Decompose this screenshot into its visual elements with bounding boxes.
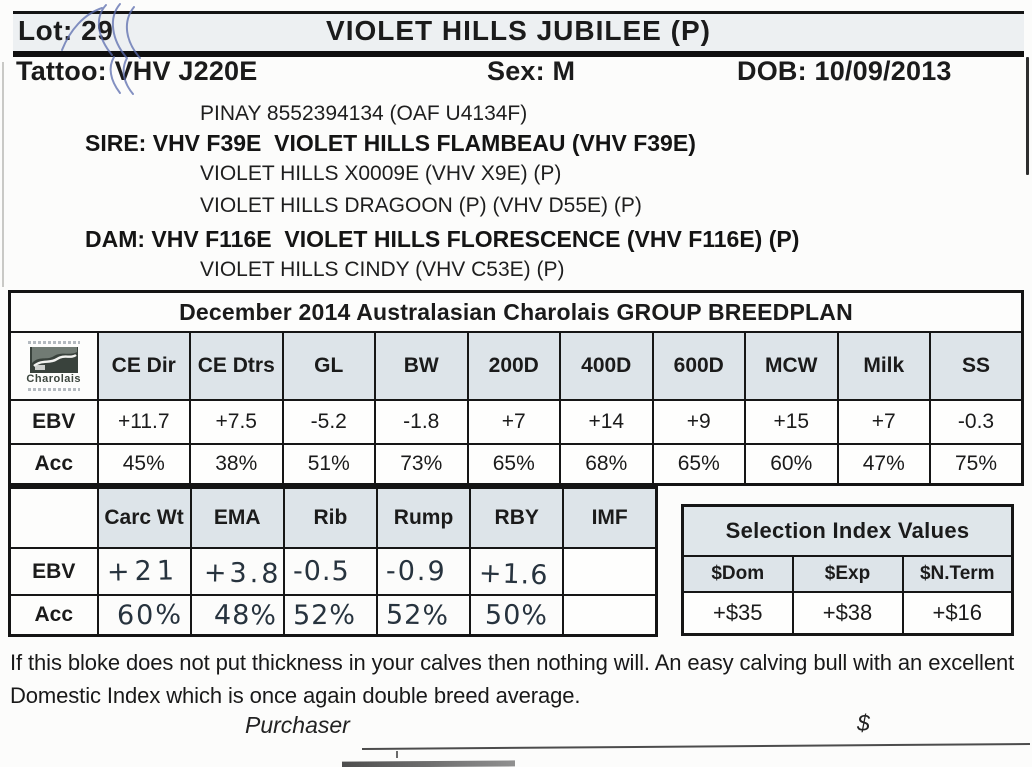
carcase-acc-handwritten: 52% [377, 595, 470, 636]
ebv-row-label: EBV [10, 548, 98, 595]
selection-index-header: $Exp [793, 556, 903, 592]
acc-value-cell: 60% [745, 444, 838, 485]
ebv-value-cell: +7 [838, 400, 931, 444]
purchaser-signature-line [362, 743, 1030, 750]
carcase-ebv-handwritten: -0.5 [284, 548, 377, 595]
sale-comment: If this bloke does not put thickness in your calves then nothing will. An easy calving bull with an excellent Domestic Index which is once again double breed average. [10, 650, 1015, 708]
carcase-header-cell: Carc Wt [98, 488, 191, 549]
lot-number: Lot: 29 [18, 15, 114, 46]
carcase-acc-handwritten: 52% [284, 595, 377, 636]
ebv-header-cell: MCW [745, 332, 838, 400]
ebv-value-cell: -5.2 [283, 400, 376, 444]
ebv-header-cell: BW [375, 332, 468, 400]
pedigree-line: VIOLET HILLS X0009E (VHV X9E) (P) [200, 162, 562, 185]
dob-value: DOB: 10/09/2013 [737, 56, 952, 86]
charolais-logo-mark [30, 347, 78, 373]
charolais-logo-label: Charolais [26, 373, 82, 385]
ebv-value-cell: -1.8 [375, 400, 468, 444]
carcase-table [8, 486, 658, 637]
ebv-header-cell: Milk [838, 332, 931, 400]
selection-index-title: Selection Index Values [683, 506, 1013, 557]
purchaser-label: Purchaser [245, 712, 350, 738]
ebv-row-label: EBV [10, 400, 98, 444]
acc-value-cell: 65% [653, 444, 746, 485]
carcase-ebv-handwritten: -0.9 [377, 548, 470, 595]
ebv-value-cell: -0.3 [930, 400, 1023, 444]
acc-value-cell: 68% [560, 444, 653, 485]
carcase-header-cell: Rump [377, 488, 470, 549]
acc-value-cell: 45% [98, 444, 191, 485]
pedigree-sire-line: SIRE: VHV F39E VIOLET HILLS FLAMBEAU (VHV F39E) [85, 130, 696, 156]
carcase-header-cell: RBY [470, 488, 563, 549]
ebv-header-cell: 600D [653, 332, 746, 400]
acc-value-cell: 47% [838, 444, 931, 485]
signature-line-tick [396, 751, 398, 758]
ebv-header-cell: CE Dtrs [190, 332, 283, 400]
logo-tagline-bottom [28, 388, 80, 391]
ebv-header-cell: SS [930, 332, 1023, 400]
pedigree-dam-line: DAM: VHV F116E VIOLET HILLS FLORESCENCE (VHV F116E) (P) [85, 226, 800, 252]
ebv-value-cell: +9 [653, 400, 746, 444]
carcase-acc-handwritten: 50% [470, 595, 563, 636]
selection-index-value: +$16 [903, 592, 1013, 635]
carcase-header-cell: IMF [563, 488, 656, 549]
carcase-ebv-empty-cell [563, 548, 656, 595]
logo-tagline-top [28, 341, 80, 344]
acc-value-cell: 75% [930, 444, 1023, 485]
charolais-logo [18, 341, 90, 391]
ebv-header-cell: 400D [560, 332, 653, 400]
animal-name-title: VIOLET HILLS JUBILEE (P) [326, 15, 711, 46]
carcase-acc-empty-cell [563, 595, 656, 636]
selection-index-value: +$35 [683, 592, 793, 635]
selection-index-value: +$38 [793, 592, 903, 635]
pedigree-line: VIOLET HILLS CINDY (VHV C53E) (P) [200, 258, 565, 281]
pedigree-line: VIOLET HILLS DRAGOON (P) (VHV D55E) (P) [200, 194, 642, 217]
currency-symbol: $ [857, 710, 870, 736]
pedigree-sires-dam-line: PINAY 8552394134 (OAF U4134F) [200, 102, 528, 125]
pen-scribble [40, 0, 220, 160]
acc-value-cell: 51% [283, 444, 376, 485]
carcase-ebv-handwritten: +1.6 [470, 548, 563, 595]
breedplan-table [8, 290, 1024, 486]
carcase-blank-cell [10, 488, 98, 549]
acc-value-cell: 73% [375, 444, 468, 485]
breedplan-title: December 2014 Australasian Charolais GROUP BREEDPLAN [10, 292, 1023, 333]
logo-cell [10, 332, 98, 400]
acc-row-label: Acc [10, 444, 98, 485]
carcase-header-cell: EMA [191, 488, 284, 549]
scan-artifact-bottom-bar [342, 760, 515, 767]
ebv-value-cell: +14 [560, 400, 653, 444]
ebv-value-cell: +7.5 [190, 400, 283, 444]
carcase-acc-handwritten: 60% [98, 595, 191, 636]
carcase-header-cell: Rib [284, 488, 377, 549]
ebv-header-cell: CE Dir [98, 332, 191, 400]
ebv-header-cell: GL [283, 332, 376, 400]
selection-index-header: $Dom [683, 556, 793, 592]
selection-index-header: $N.Term [903, 556, 1013, 592]
tattoo-value: Tattoo: VHV J220E [16, 56, 258, 86]
ebv-value-cell: +15 [745, 400, 838, 444]
carcase-ebv-handwritten: +3.8 [191, 548, 284, 595]
ebv-value-cell: +7 [468, 400, 561, 444]
sex-value: Sex: M [487, 56, 576, 86]
scan-edge-artifact-left [2, 62, 4, 287]
scan-edge-artifact-right [1026, 57, 1029, 175]
acc-value-cell: 65% [468, 444, 561, 485]
acc-row-label: Acc [10, 595, 98, 636]
ebv-value-cell: +11.7 [98, 400, 191, 444]
selection-index-table [681, 504, 1014, 636]
carcase-ebv-handwritten: +21 [98, 548, 191, 595]
acc-value-cell: 38% [190, 444, 283, 485]
ebv-header-cell: 200D [468, 332, 561, 400]
carcase-acc-handwritten: 48% [191, 595, 284, 636]
